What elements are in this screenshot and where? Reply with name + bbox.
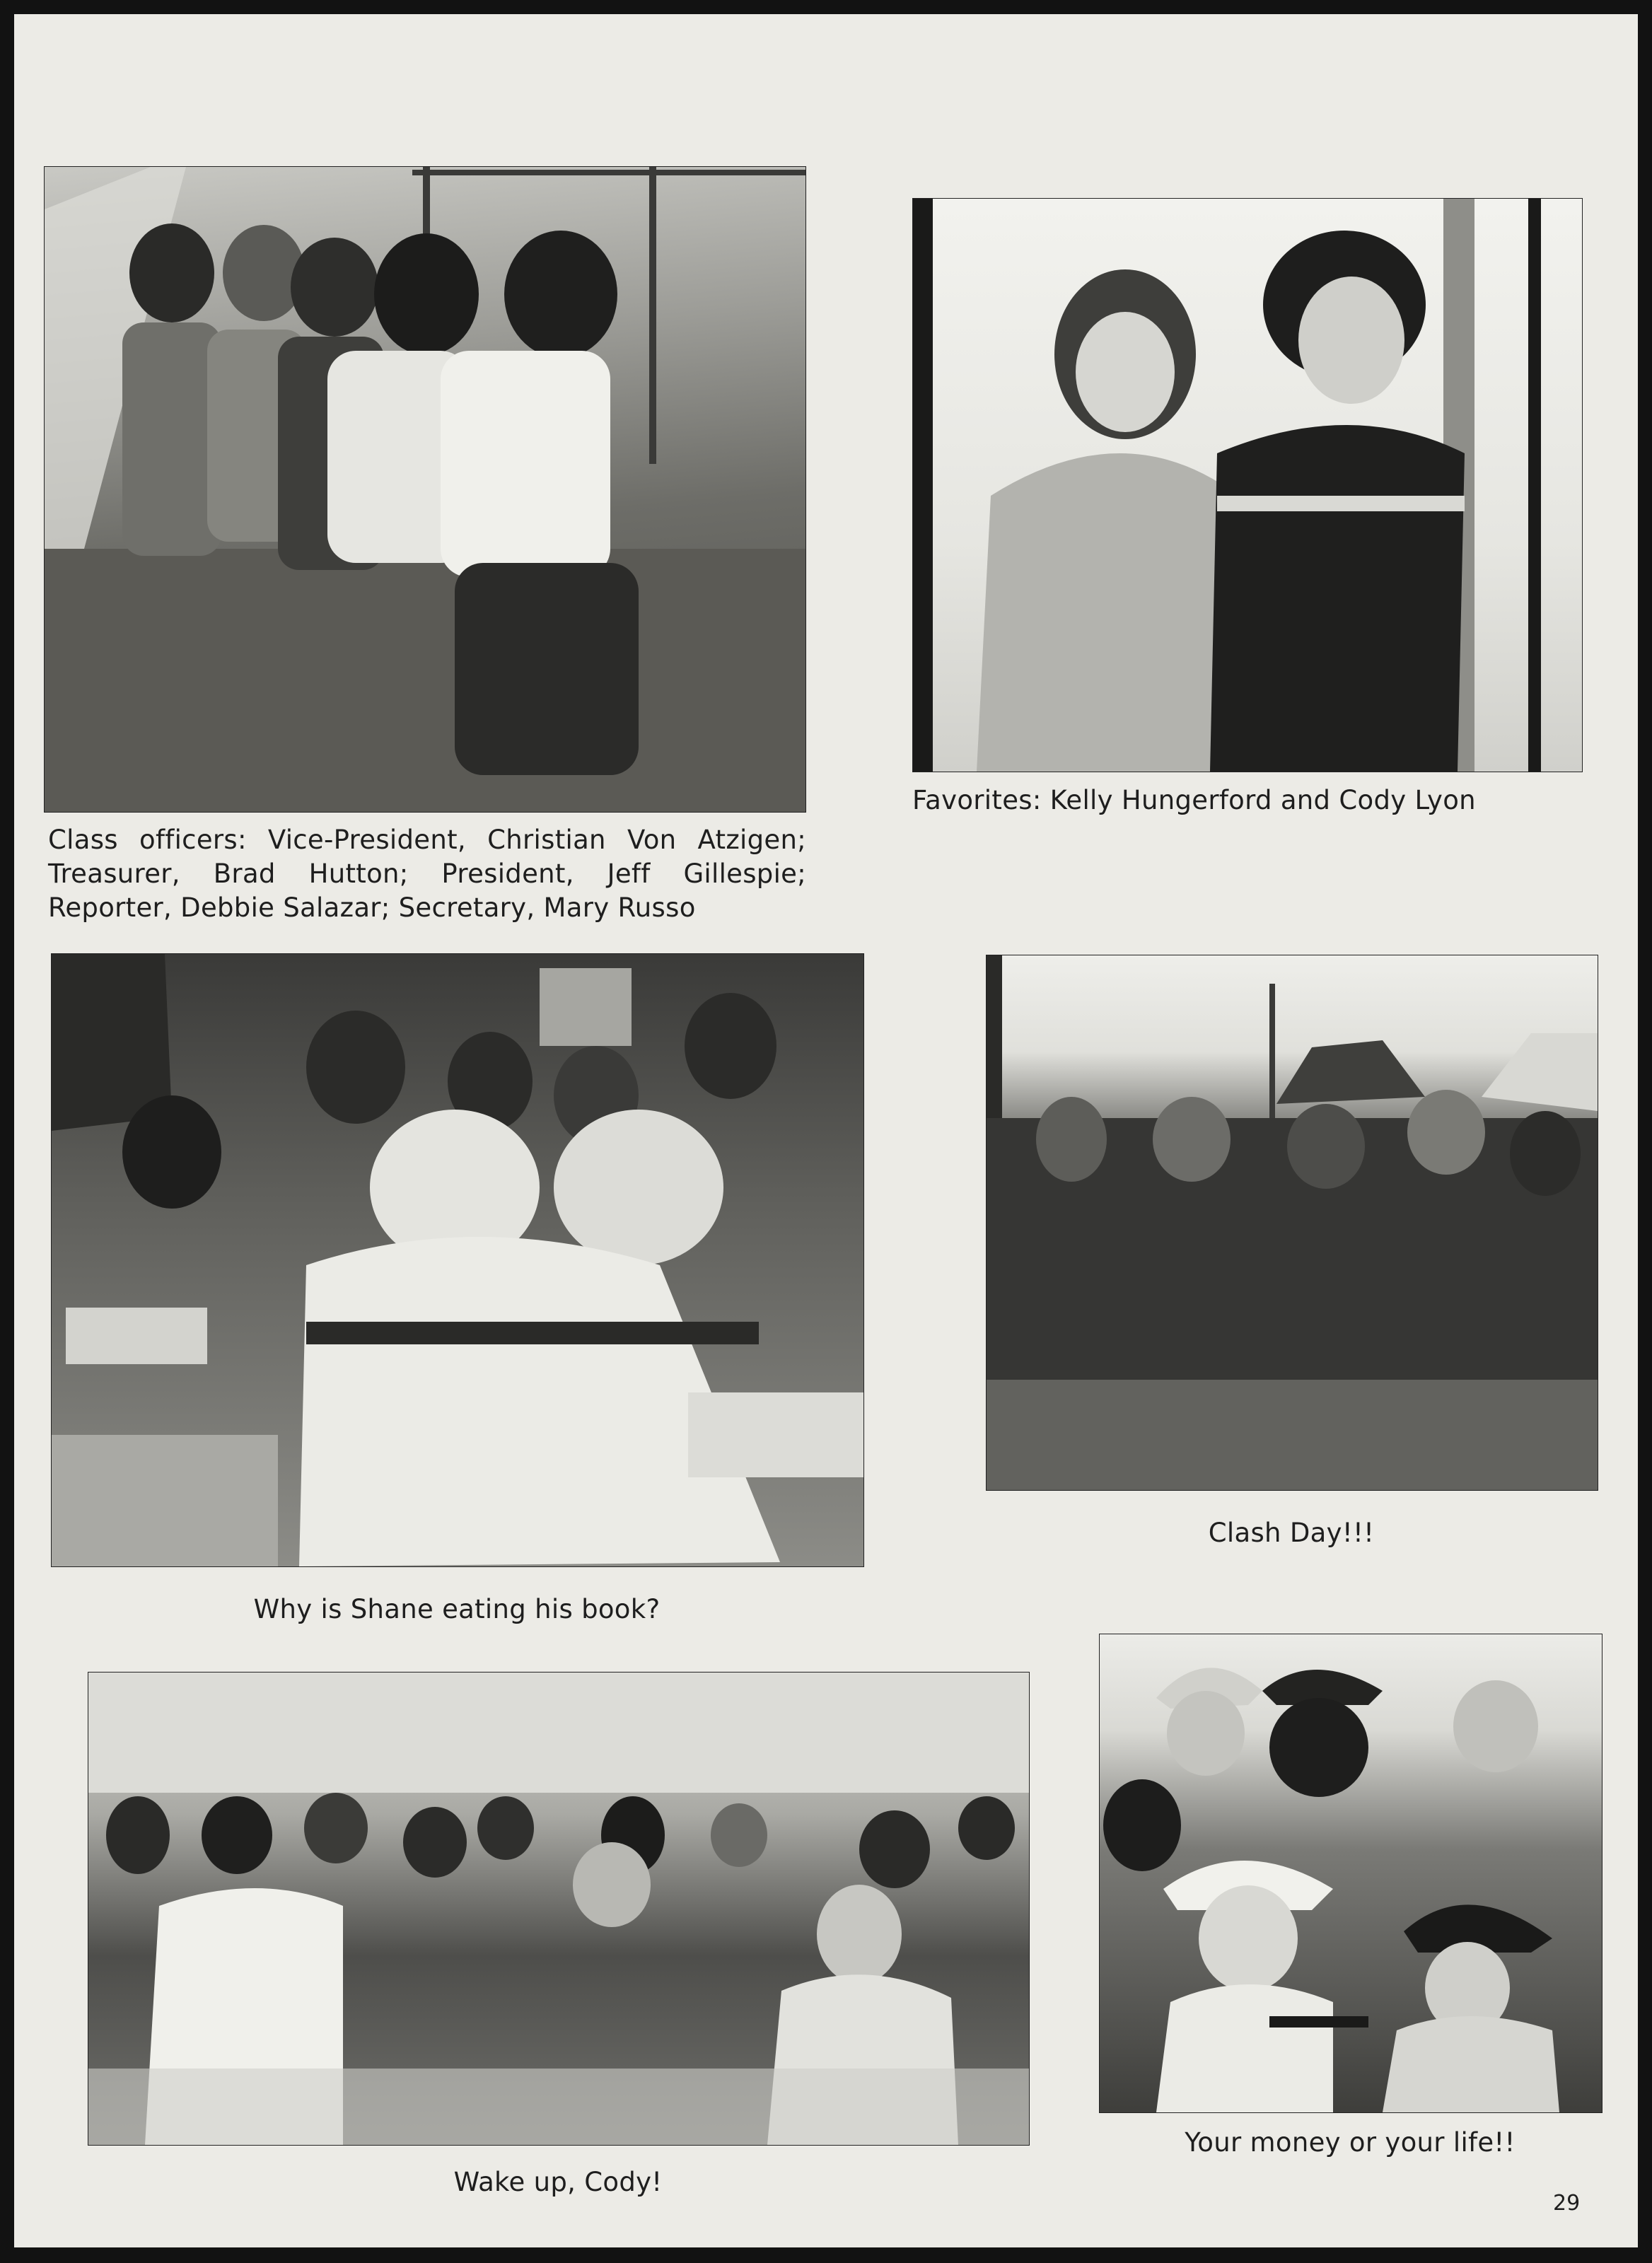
clash-day-photo [986,955,1598,1491]
wake-up-cody-caption: Wake up, Cody! [453,2167,663,2197]
favorites-caption: Favorites: Kelly Hungerford and Cody Lyon [912,785,1476,815]
money-or-life-photo [1099,1634,1602,2113]
class-officers-photo [44,166,806,813]
favorites-photo [912,198,1583,772]
class-officers-caption: Class officers: Vice-President, Christian Von Atzigen; Treasurer, Brad Hutton; President, Jeff Gillespie; Reporter, Debbie Salazar; Secretary, Mary Russo [48,825,806,923]
money-or-life-photo-art [1100,1634,1602,2112]
wake-up-cody-photo-art [88,1672,1029,2145]
wake-up-cody-photo [88,1672,1030,2146]
yearbook-page [14,14,1638,2247]
page-number: 29 [1553,2191,1581,2216]
clash-day-caption: Clash Day!!! [1208,1518,1375,1548]
shane-book-caption: Why is Shane eating his book? [253,1594,661,1624]
clash-day-photo-art [987,955,1598,1490]
class-officers-photo-art [45,167,805,812]
shane-book-photo [51,953,864,1567]
money-or-life-caption: Your money or your life!! [1185,2127,1516,2158]
favorites-photo-art [913,199,1582,772]
shane-book-photo-art [52,954,863,1566]
